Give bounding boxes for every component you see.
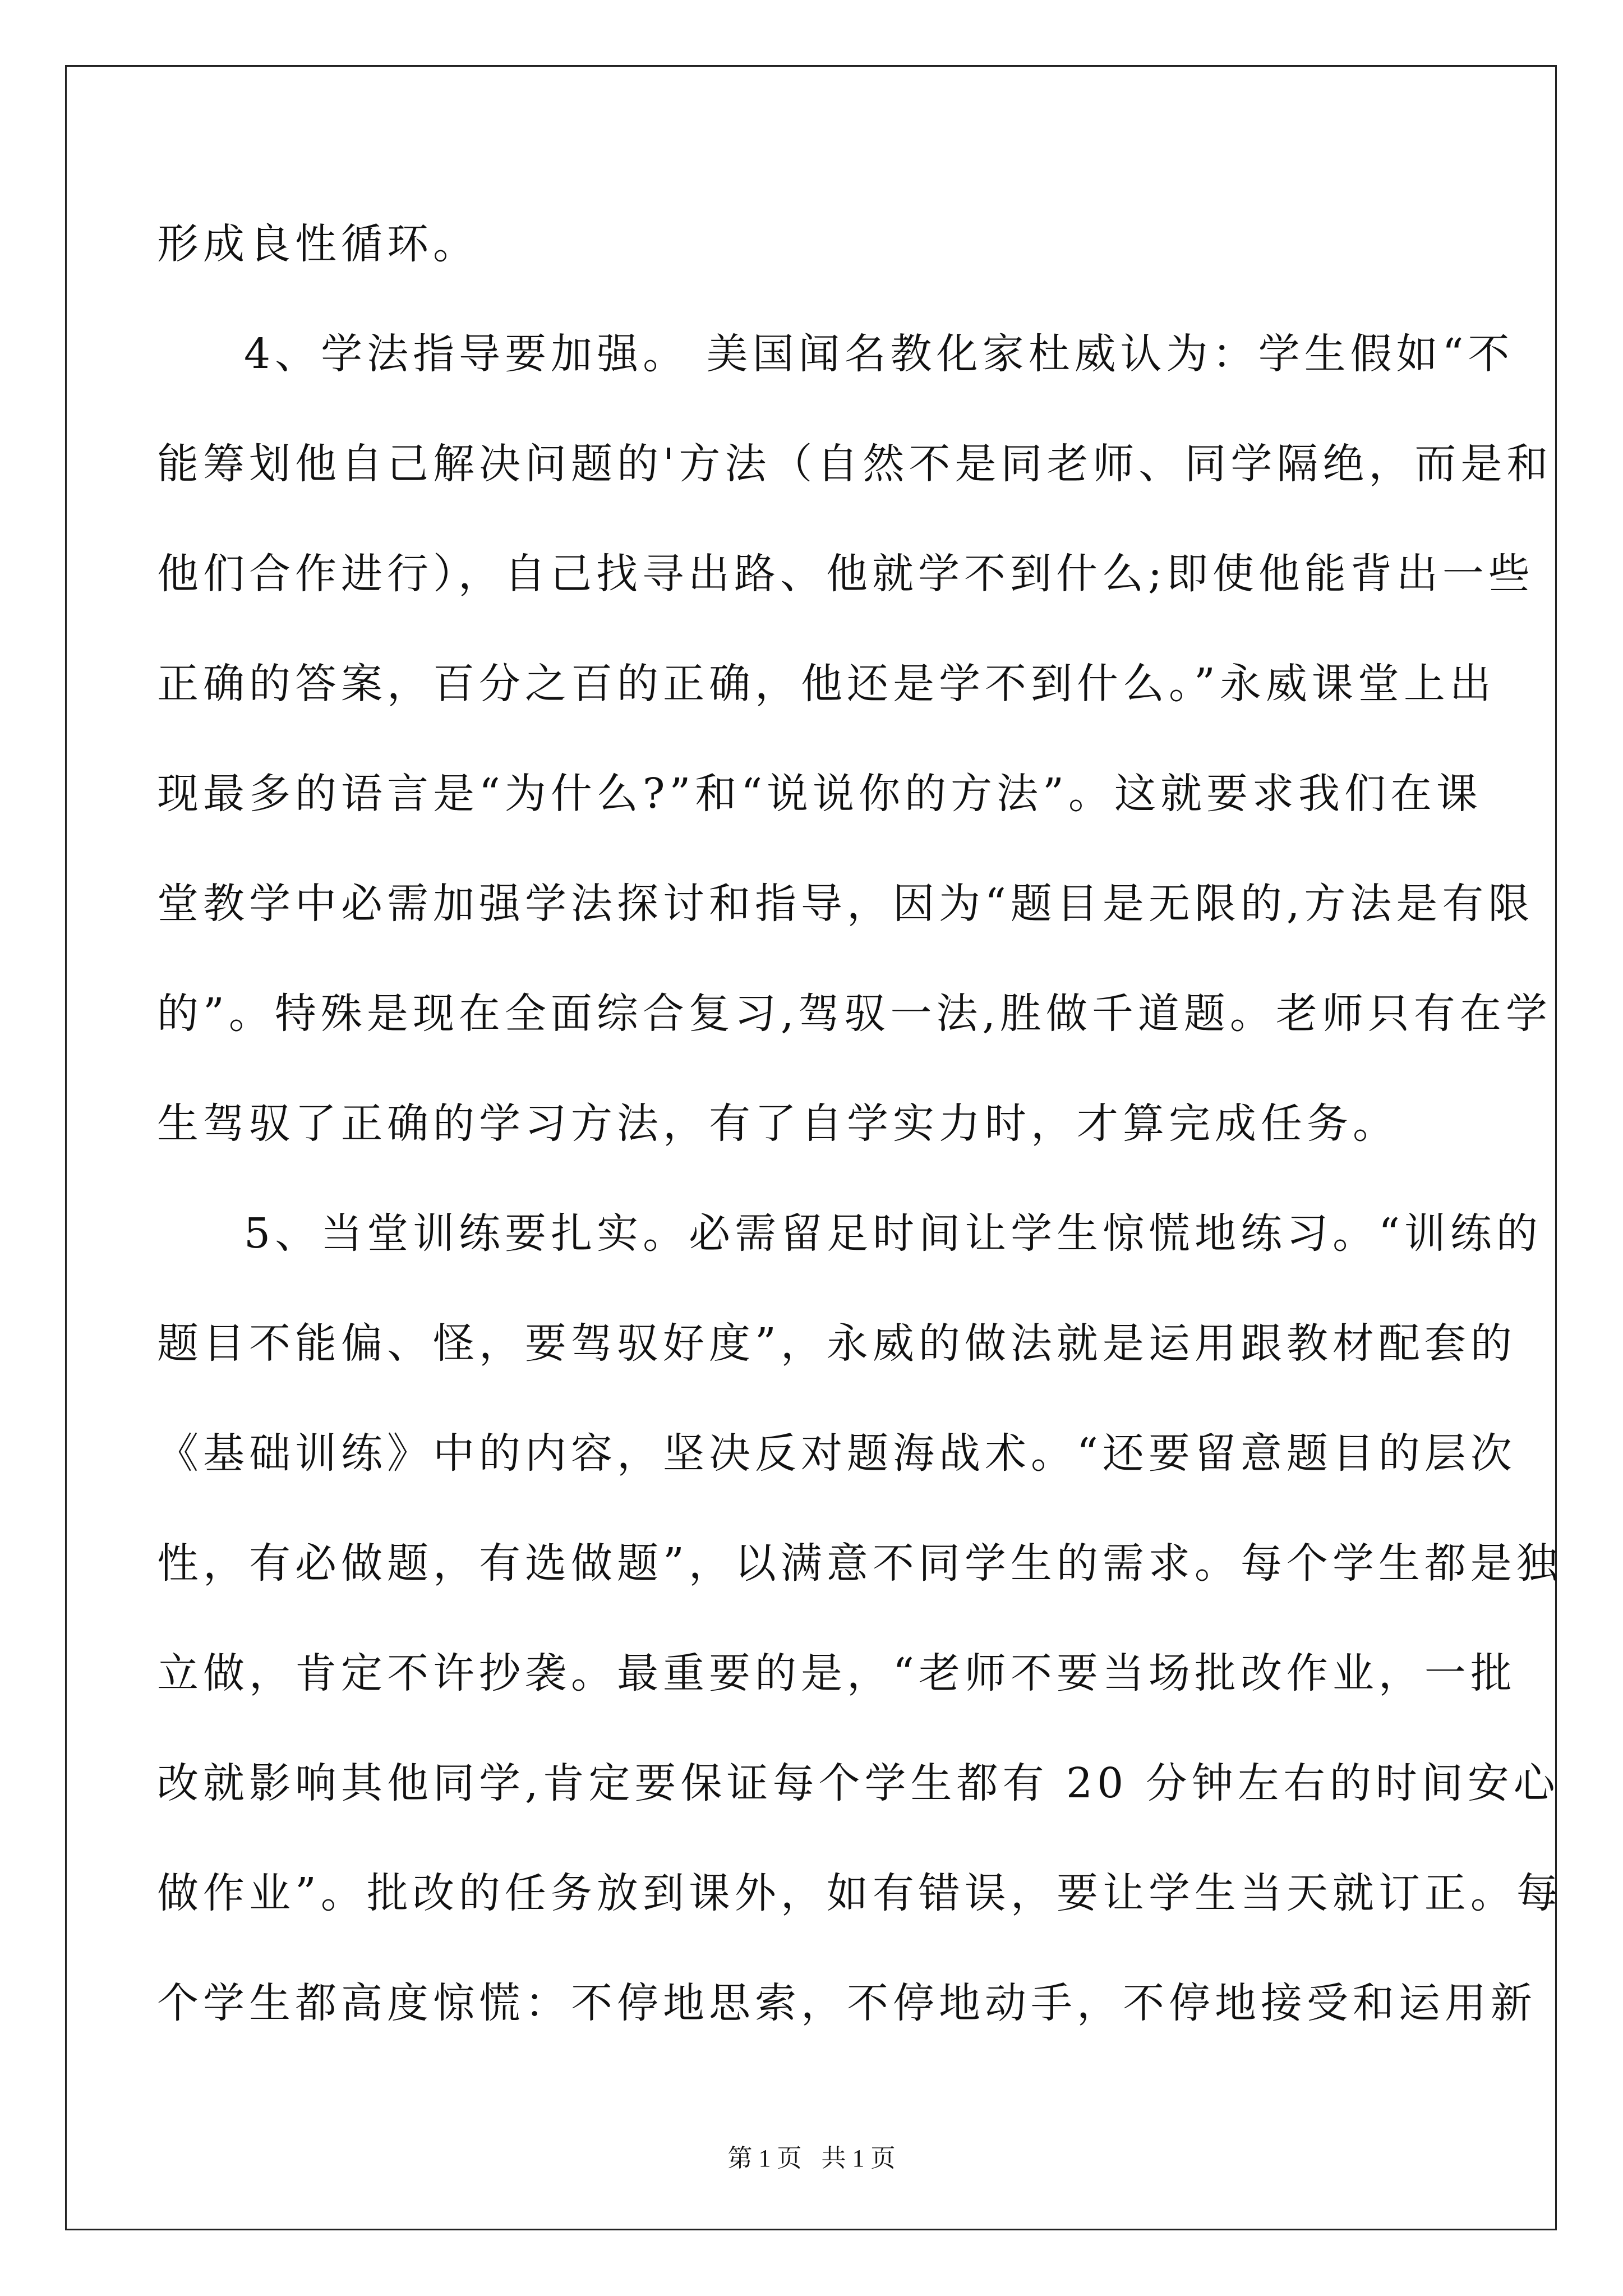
text-line: 做作业”。批改的任务放到课外，如有错误，要让学生当天就订正。每 [157, 1869, 1562, 1917]
page-footer [0, 2142, 1623, 2175]
text-line: 正确的答案，百分之百的正确，他还是学不到什么。”永威课堂上出 [157, 660, 1496, 708]
text-line: 堂教学中必需加强学法探讨和指导，因为“题目是无限的,方法是有限 [157, 880, 1534, 928]
text-line: 能筹划他自己解决问题的'方法（自然不是同老师、同学隔绝，而是和 [157, 440, 1553, 488]
text-line: 题目不能偏、怪，要驾驭好度”，永威的做法就是运用跟教材配套的 [157, 1319, 1516, 1368]
text-line: 立做，肯定不许抄袭。最重要的是，“老师不要当场批改作业，一批 [157, 1649, 1516, 1697]
text-line: 他们合作进行），自己找寻出路、他就学不到什么;即使他能背出一些 [157, 550, 1534, 598]
text-line: 生驾驭了正确的学习方法，有了自学实力时，才算完成任务。 [157, 1099, 1399, 1148]
text-line: 现最多的语言是“为什么?”和“说说你的方法”。这就要求我们在课 [157, 770, 1482, 818]
page-total: 共 1 页 [821, 2145, 896, 2172]
paragraph-5-heading-line: 5、当堂训练要扎实。必需留足时间让学生惊慌地练习。“训练的 [244, 1209, 1542, 1258]
page-number: 第 1 页 [727, 2145, 802, 2172]
text-line: 改就影响其他同学,肯定要保证每个学生都有 20 分钟左右的时间安心 [157, 1759, 1560, 1807]
text-line: 的”。特殊是现在全面综合复习,驾驭一法,胜做千道题。老师只有在学 [157, 990, 1552, 1038]
text-line: 《基础训练》中的内容，坚决反对题海战术。“还要留意题目的层次 [157, 1429, 1516, 1478]
text-line: 个学生都高度惊慌：不停地思索，不停地动手，不停地接受和运用新 [157, 1979, 1537, 2027]
text-line: 性，有必做题，有选做题”，以满意不同学生的需求。每个学生都是独 [157, 1539, 1562, 1588]
text-line: 形成良性循环。 [157, 220, 479, 268]
paragraph-4-heading-line: 4、学法指导要加强。 美国闻名教化家杜威认为：学生假如“不 [244, 330, 1514, 378]
